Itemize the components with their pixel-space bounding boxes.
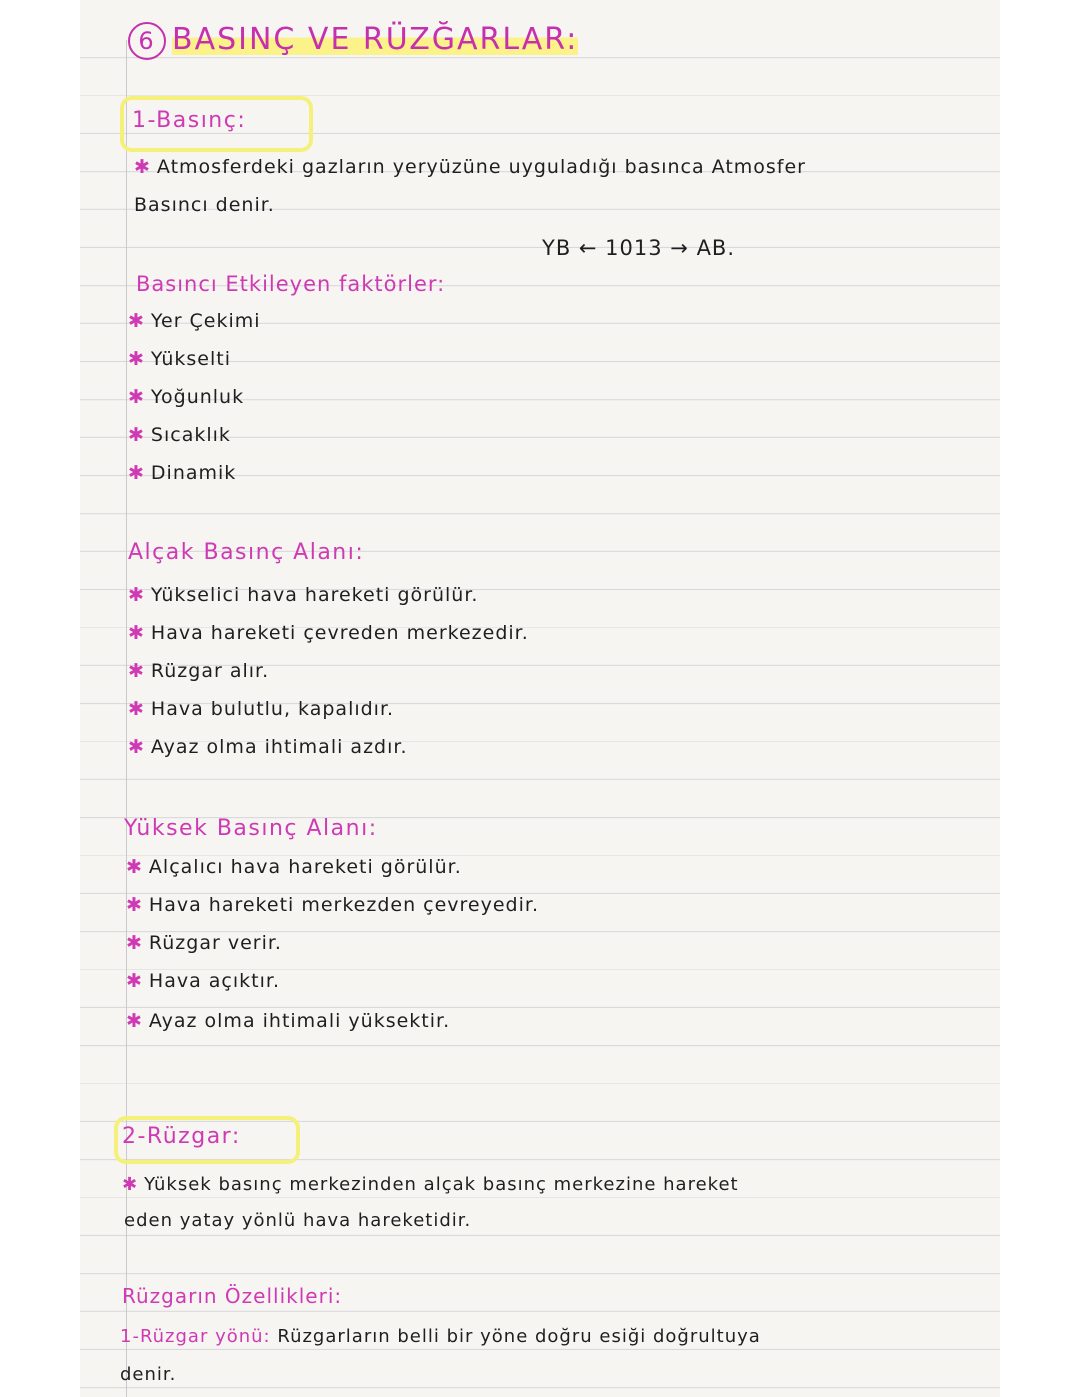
low-pressure-text: Ayaz olma ihtimali azdır. [150, 736, 408, 758]
asterisk-icon: ✱ [126, 894, 143, 916]
wind-feature-label: 1-Rüzgar yönü: [120, 1326, 271, 1347]
asterisk-icon: ✱ [128, 348, 145, 370]
low-pressure-item [128, 660, 269, 682]
low-pressure-item [128, 698, 394, 720]
section1-definition-line2: Basıncı denir. [134, 194, 275, 216]
factor-item [128, 310, 261, 332]
factor-text: Sıcaklık [150, 424, 231, 446]
section2-definition-line1 [122, 1174, 739, 1195]
high-pressure-item [126, 894, 539, 916]
section1-definition-text1: Atmosferdeki gazların yeryüzüne uyguladığı basınca Atmosfer [156, 156, 806, 178]
low-pressure-text: Yükselici hava hareketi görülür. [150, 584, 479, 606]
asterisk-icon: ✱ [126, 1010, 143, 1032]
asterisk-icon: ✱ [122, 1174, 139, 1195]
factor-text: Dinamik [150, 462, 237, 484]
high-pressure-text: Hava hareketi merkezden çevreyedir. [148, 894, 540, 916]
asterisk-icon: ✱ [128, 424, 145, 446]
factor-item [128, 348, 231, 370]
asterisk-icon: ✱ [128, 660, 145, 682]
low-pressure-heading: Alçak Basınç Alanı: [128, 540, 365, 565]
factor-item [128, 386, 244, 408]
low-pressure-item [128, 736, 407, 758]
asterisk-icon: ✱ [128, 584, 145, 606]
factor-item [128, 462, 236, 484]
wind-feature-text: Rüzgarların belli bir yöne doğru esiği doğrultuya [277, 1326, 761, 1347]
page-title-text: BASINÇ VE RÜZĞARLAR: [172, 22, 579, 57]
high-pressure-text: Hava açıktır. [148, 970, 280, 992]
asterisk-icon: ✱ [126, 856, 143, 878]
asterisk-icon: ✱ [128, 622, 145, 644]
high-pressure-text: Alçalıcı hava hareketi görülür. [148, 856, 462, 878]
section2-definition-text1: Yüksek basınç merkezinden alçak basınç merkezine hareket [144, 1174, 739, 1195]
low-pressure-text: Rüzgar alır. [150, 660, 270, 682]
low-pressure-text: Hava bulutlu, kapalıdır. [150, 698, 395, 720]
section2-heading: 2-Rüzgar: [122, 1124, 241, 1149]
asterisk-icon: ✱ [126, 970, 143, 992]
low-pressure-item [128, 622, 529, 644]
factor-text: Yükselti [150, 348, 231, 370]
high-pressure-text: Rüzgar verir. [148, 932, 282, 954]
wind-feature-item1 [120, 1326, 761, 1347]
low-pressure-item [128, 584, 478, 606]
section1-heading: 1-Basınç: [132, 108, 247, 133]
high-pressure-item [126, 970, 280, 992]
factor-text: Yer Çekimi [150, 310, 261, 332]
asterisk-icon: ✱ [128, 698, 145, 720]
factor-item [128, 424, 231, 446]
high-pressure-heading: Yüksek Basınç Alanı: [124, 816, 378, 841]
low-pressure-text: Hava hareketi çevreden merkezedir. [150, 622, 529, 644]
asterisk-icon: ✱ [128, 310, 145, 332]
notebook-page [80, 0, 1000, 1397]
pressure-scale: YB ← 1013 → AB. [542, 236, 736, 260]
asterisk-icon: ✱ [128, 386, 145, 408]
asterisk-icon: ✱ [126, 932, 143, 954]
asterisk-icon: ✱ [128, 736, 145, 758]
asterisk-icon: ✱ [128, 462, 145, 484]
factor-text: Yoğunluk [150, 386, 245, 408]
section-number-circle: 6 [128, 22, 166, 60]
page-title [128, 22, 578, 60]
wind-feature-item1-line2: denir. [120, 1364, 177, 1385]
asterisk-icon: ✱ [134, 156, 151, 178]
section2-definition-line2: eden yatay yönlü hava hareketidir. [124, 1210, 472, 1231]
high-pressure-item [126, 932, 282, 954]
high-pressure-item [126, 856, 462, 878]
high-pressure-text: Ayaz olma ihtimali yüksektir. [148, 1010, 451, 1032]
high-pressure-item [126, 1010, 450, 1032]
section1-definition-line1 [134, 156, 806, 178]
wind-features-heading: Rüzgarın Özellikleri: [122, 1284, 343, 1308]
factors-heading: Basıncı Etkileyen faktörler: [136, 272, 446, 296]
